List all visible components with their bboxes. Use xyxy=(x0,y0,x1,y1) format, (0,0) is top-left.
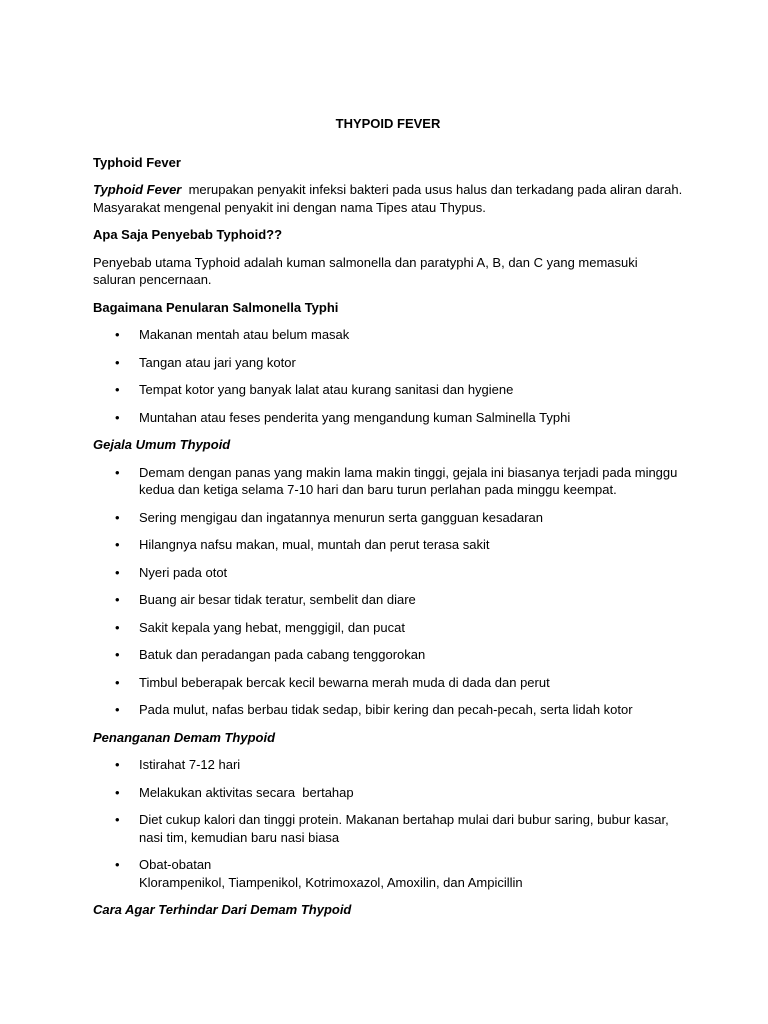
bullet: • xyxy=(115,702,120,717)
list-item-text: Tempat kotor yang banyak lalat atau kurang sanitasi dan hygiene xyxy=(139,382,514,397)
list-item-text: Timbul beberapak bercak kecil bewarna merah muda di dada dan perut xyxy=(139,674,550,690)
list-item xyxy=(93,509,683,527)
list-item-text: Hilangnya nafsu makan, mual, muntah dan perut terasa sakit xyxy=(139,537,490,552)
bullet: • xyxy=(115,509,120,525)
list-item xyxy=(93,409,683,427)
symptoms-list xyxy=(93,464,683,719)
bullet: • xyxy=(115,409,120,425)
bullet: • xyxy=(115,647,120,662)
list-item-text: Sering mengigau dan ingatannya menurun serta gangguan kesadaran xyxy=(139,509,544,525)
list-item xyxy=(93,564,683,582)
list-item-text: Melakukan aktivitas secara bertahap xyxy=(139,784,354,800)
list-item-text: Istirahat 7-12 hari xyxy=(139,757,241,772)
list-item-text: Demam dengan panas yang makin lama makin tinggi, gejala ini biasanya terjadi pada minggu kedua dan ketiga selama 7-10 hari dan baru turun perlahan pada minggu keempat. xyxy=(139,464,678,497)
bullet: • xyxy=(115,857,120,872)
bullet: • xyxy=(115,757,120,772)
bullet: • xyxy=(115,464,120,480)
list-item-text-line2: Klorampenikol, Tiampenikol, Kotrimoxazol, Amoxilin, dan Ampicillin xyxy=(139,874,523,890)
list-item xyxy=(93,856,683,891)
document-title: THYPOID FEVER xyxy=(335,116,441,131)
list-item-text: Batuk dan peradangan pada cabang tenggorokan xyxy=(139,647,426,662)
document-page xyxy=(93,115,686,929)
list-item xyxy=(93,591,683,609)
bullet: • xyxy=(115,564,120,580)
transmission-list xyxy=(93,326,683,426)
bullet: • xyxy=(115,354,120,370)
section-heading-transmission: Bagaimana Penularan Salmonella Typhi xyxy=(93,299,339,315)
list-item xyxy=(93,326,683,344)
section-heading-prevention: Cara Agar Terhindar Dari Demam Thypoid xyxy=(93,902,352,917)
list-item xyxy=(93,646,683,664)
paragraph-causes: Penyebab utama Typhoid adalah kuman salmonella dan paratyphi A, B, dan C yang memasuki saluran pencernaan. xyxy=(93,254,638,287)
section-heading-causes: Apa Saja Penyebab Typhoid?? xyxy=(93,227,283,242)
list-item xyxy=(93,701,683,719)
list-item-text: Nyeri pada otot xyxy=(139,564,228,580)
paragraph-definition xyxy=(93,181,686,216)
bullet: • xyxy=(115,537,120,552)
bullet: • xyxy=(115,382,120,397)
list-item xyxy=(93,784,683,802)
list-item-text: Buang air besar tidak teratur, sembelit dan diare xyxy=(139,592,416,607)
list-item-text: Muntahan atau feses penderita yang mengandung kuman Salminella Typhi xyxy=(139,409,571,425)
bullet: • xyxy=(115,592,120,607)
paragraph-lead-term: Typhoid Fever xyxy=(93,182,182,197)
list-item xyxy=(93,354,683,372)
section-heading-treatment: Penanganan Demam Thypoid xyxy=(93,729,276,745)
list-item xyxy=(93,619,683,637)
list-item xyxy=(93,756,683,774)
list-item xyxy=(93,464,683,499)
list-item-text: Obat-obatan xyxy=(139,857,212,872)
list-item-text: Makanan mentah atau belum masak xyxy=(139,327,350,342)
list-item-text: Tangan atau jari yang kotor xyxy=(139,354,296,370)
list-item xyxy=(93,674,683,692)
section-heading-typhoid-fever: Typhoid Fever xyxy=(93,154,181,170)
section-heading-symptoms: Gejala Umum Thypoid xyxy=(93,437,231,452)
paragraph-definition-text: merupakan penyakit infeksi bakteri pada usus halus dan terkadang pada aliran darah. Masyarakat mengenal penyakit ini dengan nama Tipes atau Thypus. xyxy=(93,182,686,215)
list-item xyxy=(93,536,683,554)
list-item-text: Pada mulut, nafas berbau tidak sedap, bibir kering dan pecah-pecah, serta lidah kotor xyxy=(139,702,633,717)
treatment-list xyxy=(93,756,683,891)
bullet: • xyxy=(115,674,120,690)
list-item-text: Diet cukup kalori dan tinggi protein. Makanan bertahap mulai dari bubur saring, bubur kasar, nasi tim, kemudian baru nasi biasa xyxy=(139,812,669,845)
bullet: • xyxy=(115,619,120,635)
bullet: • xyxy=(115,784,120,800)
list-item-text: Sakit kepala yang hebat, menggigil, dan pucat xyxy=(139,619,405,635)
list-item xyxy=(93,811,683,846)
bullet: • xyxy=(115,812,120,827)
list-item xyxy=(93,381,683,399)
bullet: • xyxy=(115,327,120,342)
